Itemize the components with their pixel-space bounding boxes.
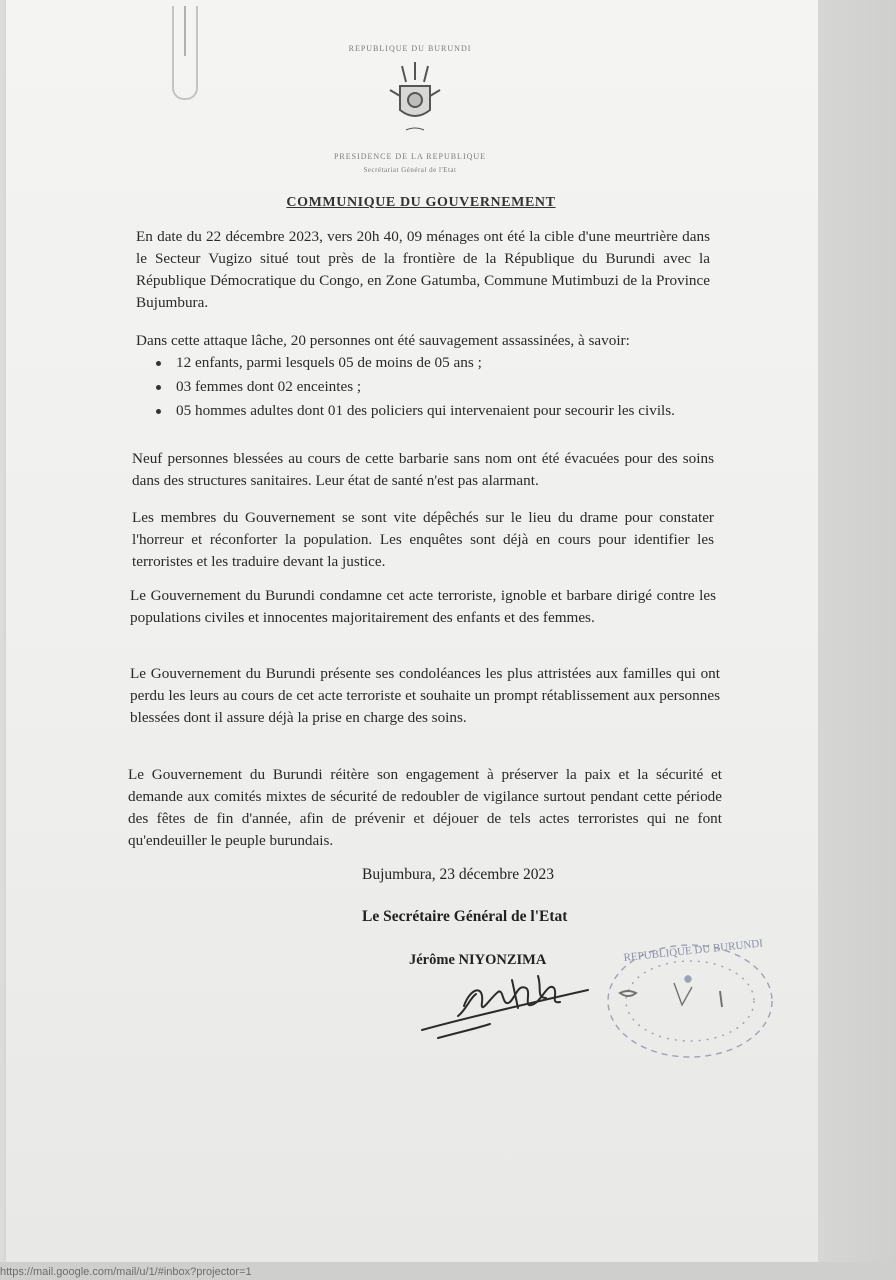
document-page <box>6 0 818 1268</box>
paragraph-5: Le Gouvernement du Burundi condamne cet acte terroriste, ignoble et barbare dirigé contre les populations civiles et innocentes majoritairement des enfants et des femmes. <box>130 587 716 626</box>
document-title: COMMUNIQUE DU GOUVERNEMENT <box>286 195 556 210</box>
background-surface <box>818 0 896 1268</box>
staple-line <box>184 6 186 56</box>
victims-list <box>148 352 716 424</box>
list-item: 03 femmes dont 02 enceintes ; <box>148 376 716 398</box>
paragraph-3: Neuf personnes blessées au cours de cette barbarie sans nom ont été évacuées pour des soins dans des structures sanitaires. Leur état de santé n'est pas alarmant. <box>132 450 714 489</box>
header-secretariat: Secrétariat Général de l'Etat <box>363 166 457 174</box>
paragraph-1: En date du 22 décembre 2023, vers 20h 40, 09 ménages ont été la cible d'une meurtrière dans le Secteur Vugizo situé tout près de la frontière de la République du Burundi avec la République Démocratique du Congo, en Zone Gatumba, Commune Mutimbuzi de la Province Bujumbura. <box>136 228 710 311</box>
paragraph-6: Le Gouvernement du Burundi présente ses condoléances les plus attristées aux familles qui ont perdu les leurs au cours de cet acte terroriste et souhaite un prompt rétablissement aux personnes blessées dont il assure déjà la prise en charge des soins. <box>130 665 720 726</box>
paragraph-7: Le Gouvernement du Burundi réitère son engagement à préserver la paix et la sécurité et demande aux comités mixtes de sécurité de redoubler de vigilance surtout pendant cette période des fêtes de fin d'année, afin de prévenir et déjouer de tels actes terroristes qui ne font qu'endeuiller le peuple burundais. <box>128 766 722 849</box>
list-item: 05 hommes adultes dont 01 des policiers qui intervenaient pour secourir les civils. <box>148 400 716 422</box>
status-url[interactable]: https://mail.google.com/mail/u/1/#inbox?projector=1 <box>0 1266 252 1278</box>
signatory-role: Le Secrétaire Général de l'Etat <box>362 908 568 925</box>
coat-of-arms-icon <box>380 56 450 140</box>
place-date: Bujumbura, 23 décembre 2023 <box>362 866 554 883</box>
handwritten-signature <box>418 958 618 1048</box>
svg-text:REPUBLIQUE DU BURUNDI: REPUBLIQUE DU BURUNDI <box>623 937 764 964</box>
paragraph-4: Les membres du Gouvernement se sont vite dépêchés sur le lieu du drame pour constater l'horreur et réconforter la population. Les enquêtes sont déjà en cours pour identifier les terroristes et les traduire devant la justice. <box>132 509 714 570</box>
header-republic: REPUBLIQUE DU BURUNDI <box>348 44 472 53</box>
header-presidency: PRESIDENCE DE LA REPUBLIQUE <box>333 152 487 161</box>
list-item: 12 enfants, parmi lesquels 05 de moins de 05 ans ; <box>148 352 716 374</box>
paragraph-2: Dans cette attaque lâche, 20 personnes ont été sauvagement assassinées, à savoir: <box>136 332 630 349</box>
official-stamp <box>592 935 782 1065</box>
signatory-name: Jérôme NIYONZIMA <box>409 952 547 968</box>
